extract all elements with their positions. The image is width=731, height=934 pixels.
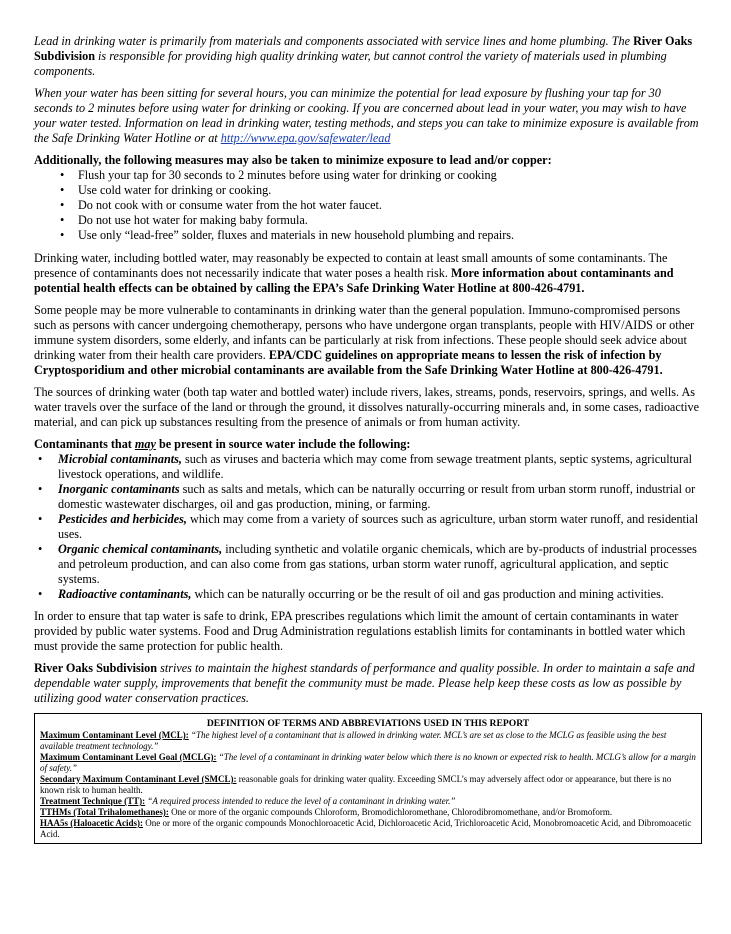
lead-intro-paragraph <box>34 34 701 79</box>
list-item: • Do not cook with or consume water from the hot water faucet. <box>60 198 382 212</box>
lead-exposure-text: When your water has been sitting for several hours, you can minimize the potential for lead exposure by flushing your tap for 30 seconds to 2 minutes before using water for drinking or cooking. If you are concerned about lead in your water, you may wish to have your water tested. Information on lead in drinking water, testing methods, and steps you can take to minimize exposure is available from the Safe Drinking Water Hotline or at <box>34 86 699 145</box>
list-item: • Inorganic contaminants such as salts and metals, which can be naturally occurring or result from urban storm runoff, industrial or domestic wastewater discharges, oil and gas production, mining, or farming. <box>38 482 696 511</box>
list-item: • Pesticides and herbicides, which may come from a variety of sources such as agriculture, urban storm water runoff, and residential uses. <box>38 512 699 541</box>
lead-exposure-paragraph <box>34 86 701 146</box>
list-item: • Radioactive contaminants, which can be naturally occurring or be the result of oil and gas production and mining activities. <box>38 587 664 601</box>
bullet-icon: • <box>38 542 43 556</box>
bullet-icon: • <box>38 587 43 601</box>
vulnerable-paragraph: Some people may be more vulnerable to contaminants in drinking water than the general population. Immuno-compromised persons such as persons with cancer undergoing chemotherapy, persons who have undergone organ transplants, people with HIV/AIDS or other immune system disorders, some elderly, and infants can be particularly at risk from infections. These people should seek advice about drinking water from their health care providers. EPA/CDC guidelines on appropriate means to lessen the risk of infection by Cryptosporidium and other microbial contaminants are available from the Safe Drinking Water Hotline at 800-426-4791. <box>34 303 695 377</box>
definition-item: Treatment Technique (TT): “A required process intended to reduce the level of a contaminant in drinking water.” <box>40 796 456 806</box>
contaminants-heading: Contaminants that may be present in source water include the following: <box>34 437 411 451</box>
measures-list <box>56 168 701 243</box>
list-item: • Do not use hot water for making baby formula. <box>60 213 308 227</box>
bottled-water-paragraph: Drinking water, including bottled water, may reasonably be expected to contain at least small amounts of some contaminants. The presence of contaminants does not necessarily indicate that water poses a health risk. More information about contaminants and potential health effects can be obtained by calling the EPA’s Safe Drinking Water Hotline at 800-426-4791. <box>34 251 674 295</box>
definition-item: Maximum Contaminant Level Goal (MCLG): “The level of a contaminant in drinking water below which there is no known or expected risk to health. MCLG’s allow for a margin of safety.” <box>40 752 696 773</box>
list-item: • Microbial contaminants, such as viruses and bacteria which may come from sewage treatment plants, septic systems, agricultural livestock operations, and wildlife. <box>38 452 692 481</box>
definition-item: Maximum Contaminant Level (MCL): “The highest level of a contaminant that is allowed in drinking water. MCL’s are set as close to the MCLG as feasible using the best available treatment technology.” <box>40 730 667 751</box>
hotline-note: More information about contaminants and potential health effects can be obtained by calling the EPA’s Safe Drinking Water Hotline at 800-426-4791. <box>34 266 674 295</box>
contaminants-list <box>34 452 701 602</box>
definition-item: Secondary Maximum Contaminant Level (SMCL): reasonable goals for drinking water quality. Exceeding SMCL’s may adversely affect odor or appearance, but there is no known risk to human health. <box>40 774 672 795</box>
definitions-box <box>34 713 702 844</box>
bullet-icon: • <box>60 168 65 182</box>
closing-paragraph: River Oaks Subdivision strives to maintain the highest standards of performance and quality possible. In order to maintain a safe and dependable water supply, improvements that benefit the community must be made. Please help keep these costs as low as possible by utilizing good water conservation practices. <box>34 661 695 705</box>
definition-item: TTHMs (Total Trihalomethanes): One or more of the organic compounds Chloroform, Bromodichloromethane, Chlorodibromomethane, and/or Bromoform. <box>40 807 613 817</box>
definition-item: HAA5s (Haloacetic Acids): One or more of the organic compounds Monochloroacetic Acid, Dichloroacetic Acid, Trichloroacetic Acid, Monobromoacetic Acid, and Dibromoacetic Acid. <box>40 818 692 839</box>
cdc-guidelines-note: EPA/CDC guidelines on appropriate means to lessen the risk of infection by Cryptosporidium and other microbial contaminants are available from the Safe Drinking Water Hotline at 800-426-4791. <box>34 348 663 377</box>
bullet-icon: • <box>60 183 65 197</box>
bullet-icon: • <box>38 452 43 466</box>
system-name: River Oaks Subdivision <box>34 661 158 675</box>
lead-intro-text: Lead in drinking water is primarily from materials and components associated with service lines and home plumbing. The <box>34 34 631 48</box>
measures-heading: Additionally, the following measures may also be taken to minimize exposure to lead and/or copper: <box>34 153 552 167</box>
list-item: • Flush your tap for 30 seconds to 2 minutes before using water for drinking or cooking <box>60 168 497 182</box>
bullet-icon: • <box>38 482 43 496</box>
epa-lead-link[interactable]: http://www.epa.gov/safewater/lead <box>220 131 391 145</box>
bullet-icon: • <box>60 198 65 212</box>
definitions-title: DEFINITION OF TERMS AND ABBREVIATIONS USED IN THIS REPORT <box>206 718 530 729</box>
sources-paragraph: The sources of drinking water (both tap water and bottled water) include rivers, lakes, streams, ponds, reservoirs, springs, and wells. As water travels over the surface of the land or through the ground, it dissolves naturally-occurring minerals and, in some cases, radioactive material, and can pick up substances resulting from the presence of animals or from human activity. <box>34 385 700 429</box>
regulations-paragraph: In order to ensure that tap water is safe to drink, EPA prescribes regulations which limit the amount of certain contaminants in water provided by public water systems. Food and Drug Administration regulations establish limits for contaminants in bottled water which must provide the same protection for public health. <box>34 609 686 653</box>
bullet-icon: • <box>60 213 65 227</box>
lead-intro-text-cont: is responsible for providing high quality drinking water, but cannot control the variety of materials used in plumbing components. <box>34 49 667 78</box>
list-item: • Organic chemical contaminants, including synthetic and volatile organic chemicals, which are by-products of industrial processes and petroleum production, and can also come from gas stations, urban storm water runoff, agricultural application, and septic systems. <box>38 542 697 586</box>
list-item: • Use only “lead-free” solder, fluxes and materials in new household plumbing and repairs. <box>60 228 515 242</box>
list-item: • Use cold water for drinking or cooking. <box>60 183 272 197</box>
system-name: River Oaks Subdivision <box>34 34 693 63</box>
bullet-icon: • <box>38 512 43 526</box>
bullet-icon: • <box>60 228 65 242</box>
